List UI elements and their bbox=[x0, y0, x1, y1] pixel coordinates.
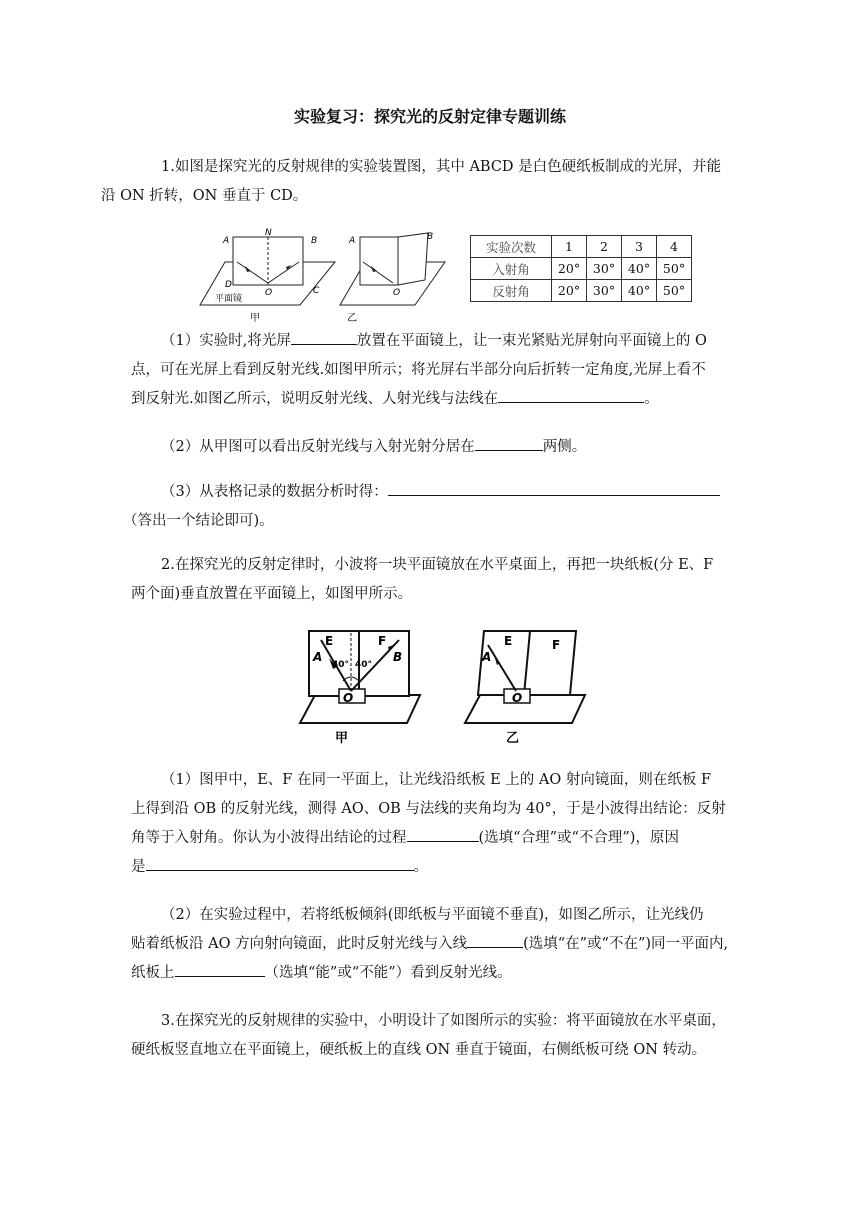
q1-data-table bbox=[470, 235, 692, 302]
q1-yi-label-o: O bbox=[393, 288, 401, 298]
q1-part1-line3a: 到反射光.如图乙所示，说明反射光线、人射光线与法线在 bbox=[131, 391, 499, 407]
q1-yi-label-b: B bbox=[427, 232, 434, 242]
table-cell: 40° bbox=[622, 258, 657, 280]
q2-figure-yi-drawing bbox=[460, 625, 590, 745]
table-row bbox=[471, 258, 692, 280]
table-header-cell: 4 bbox=[657, 236, 692, 258]
q1-figure-jia bbox=[195, 225, 340, 329]
table-row-label: 反射角 bbox=[471, 280, 552, 302]
q1-stem-line1: 1.如图是探究光的反射规律的实验装置图，其中 ABCD 是白色硬纸板制成的光屏，并能 bbox=[161, 159, 722, 175]
table-header-cell: 实验次数 bbox=[471, 236, 552, 258]
q1-part2 bbox=[131, 433, 731, 462]
table-header-cell: 3 bbox=[622, 236, 657, 258]
q1-jia-label-a: A bbox=[223, 236, 230, 246]
q2-jia-label-f: F bbox=[378, 634, 387, 648]
q1-stem-line2: 沿 ON 折转，ON 垂直于 CD。 bbox=[101, 188, 308, 204]
q2-yi-label-f: F bbox=[552, 638, 561, 652]
answer-blank[interactable] bbox=[498, 386, 644, 403]
q1-part3-line2: （答出一个结论即可)。 bbox=[123, 513, 274, 529]
q2-yi-label-o: O bbox=[512, 691, 523, 705]
q1-yi-label-a: A bbox=[349, 236, 356, 246]
q1-jia-label-n: N bbox=[265, 228, 272, 238]
table-header-cell: 1 bbox=[552, 236, 587, 258]
q2-part2-line1: （2）在实验过程中，若将纸板倾斜(即纸板与平面镜不垂直)，如图乙所示，让光线仍 bbox=[161, 907, 704, 923]
q2-part1-line2: 上得到沿 OB 的反射光线，测得 AO、OB 与法线的夹角均为 40°，于是小波得出结论：反射 bbox=[131, 801, 726, 817]
q2-yi-label-a: A bbox=[482, 650, 492, 664]
q1-figure-jia-drawing bbox=[195, 225, 340, 325]
q2-jia-angle1: 40° bbox=[332, 660, 350, 670]
answer-blank[interactable] bbox=[475, 434, 543, 451]
q2-jia-label-b: B bbox=[393, 650, 403, 664]
q2-part2 bbox=[131, 901, 731, 988]
answer-blank[interactable] bbox=[467, 931, 523, 948]
q1-part3 bbox=[123, 478, 731, 536]
table-cell: 30° bbox=[587, 258, 622, 280]
q2-part2-line2b: (选填“在”或“不在”)同一平面内, bbox=[523, 936, 729, 952]
q2-part1-line4a: 是 bbox=[131, 859, 146, 875]
q1-figure-yi bbox=[335, 225, 455, 329]
q2-part1-line3a: 角等于入射角。你认为小波得出结论的过程 bbox=[131, 830, 407, 846]
q2-jia-caption: 甲 bbox=[335, 731, 349, 745]
answer-blank[interactable] bbox=[388, 479, 720, 496]
q2-figure-jia bbox=[295, 625, 430, 749]
table-cell: 20° bbox=[552, 258, 587, 280]
page-title: 实验复习：探究光的反射定律专题训练 bbox=[293, 107, 566, 126]
q1-jia-label-d: D bbox=[225, 280, 232, 290]
q1-part1-text-a: （1）实验时,将光屏 bbox=[161, 333, 291, 349]
q2-jia-label-o: O bbox=[343, 691, 354, 705]
q1-part2-text-b: 两侧。 bbox=[542, 439, 587, 455]
q2-part2-line3a: 纸板上 bbox=[131, 965, 175, 981]
q2-yi-caption: 乙 bbox=[506, 731, 520, 745]
q2-figure-jia-drawing bbox=[295, 625, 430, 745]
q2-stem-line2: 两个面)垂直放置在平面镜上，如图甲所示。 bbox=[131, 586, 413, 602]
q2-stem bbox=[131, 551, 731, 609]
q2-part2-line3b: （选填“能”或“不能”）看到反射光线。 bbox=[264, 965, 512, 981]
q2-jia-label-a: A bbox=[313, 650, 323, 664]
answer-blank[interactable] bbox=[291, 328, 357, 345]
q1-part2-text-a: （2）从甲图可以看出反射光线与入射光射分居在 bbox=[161, 439, 475, 455]
q2-part2-line2a: 贴着纸板沿 AO 方向射向镜面，此时反射光线与入线 bbox=[131, 936, 468, 952]
q2-figure-yi bbox=[460, 625, 590, 749]
q1-stem bbox=[101, 153, 731, 211]
answer-blank[interactable] bbox=[146, 854, 414, 871]
q2-part1 bbox=[131, 766, 731, 882]
table-cell: 50° bbox=[657, 280, 692, 302]
q1-part1 bbox=[131, 327, 731, 414]
q1-part1-line3b: 。 bbox=[644, 391, 659, 407]
q2-jia-label-e: E bbox=[325, 634, 334, 648]
answer-blank[interactable] bbox=[175, 960, 265, 977]
q1-jia-label-b: B bbox=[311, 236, 318, 246]
table-header-row bbox=[471, 236, 692, 258]
table-cell: 30° bbox=[587, 280, 622, 302]
table-row bbox=[471, 280, 692, 302]
table-cell: 20° bbox=[552, 280, 587, 302]
q2-stem-line1: 2.在探究光的反射定律时，小波将一块平面镜放在水平桌面上，再把一块纸板(分 E、F bbox=[161, 557, 714, 573]
q1-jia-label-o: O bbox=[265, 288, 273, 298]
table-cell: 50° bbox=[657, 258, 692, 280]
table-cell: 40° bbox=[622, 280, 657, 302]
q1-jia-caption: 甲 bbox=[250, 313, 260, 324]
q1-figure-yi-drawing bbox=[335, 225, 455, 325]
table-header-cell: 2 bbox=[587, 236, 622, 258]
q1-part1-text-b: 放置在平面镜上，让一束光紧贴光屏射向平面镜上的 O bbox=[356, 333, 707, 349]
q2-part1-line4b: 。 bbox=[413, 859, 428, 875]
q3-stem bbox=[131, 1007, 731, 1065]
q2-part1-line1: （1）图甲中，E、F 在同一平面上，让光线沿纸板 E 上的 AO 射向镜面，则在纸板 F bbox=[161, 772, 712, 788]
q1-part1-line2: 点，可在光屏上看到反射光线.如图甲所示；将光屏右半部分向后折转一定角度,光屏上看不 bbox=[131, 362, 706, 378]
answer-blank[interactable] bbox=[407, 825, 479, 842]
q2-yi-label-e: E bbox=[504, 634, 513, 648]
q2-part1-line3b: (选填“合理”或“不合理”)，原因 bbox=[478, 830, 679, 846]
q2-jia-angle2: 40° bbox=[355, 660, 373, 670]
table-row-label: 入射角 bbox=[471, 258, 552, 280]
q3-line1: 3.在探究光的反射规律的实验中，小明设计了如图所示的实验：将平面镜放在水平桌面， bbox=[161, 1013, 726, 1029]
q1-jia-mirror-label: 平面镜 bbox=[215, 294, 243, 304]
q1-jia-label-c: C bbox=[313, 286, 320, 296]
q1-yi-caption: 乙 bbox=[347, 313, 357, 324]
q3-line2: 硬纸板竖直地立在平面镜上，硬纸板上的直线 ON 垂直于镜面，右侧纸板可绕 ON 转动。 bbox=[131, 1042, 707, 1058]
q1-part3-text-a: （3）从表格记录的数据分析时得： bbox=[161, 484, 388, 500]
